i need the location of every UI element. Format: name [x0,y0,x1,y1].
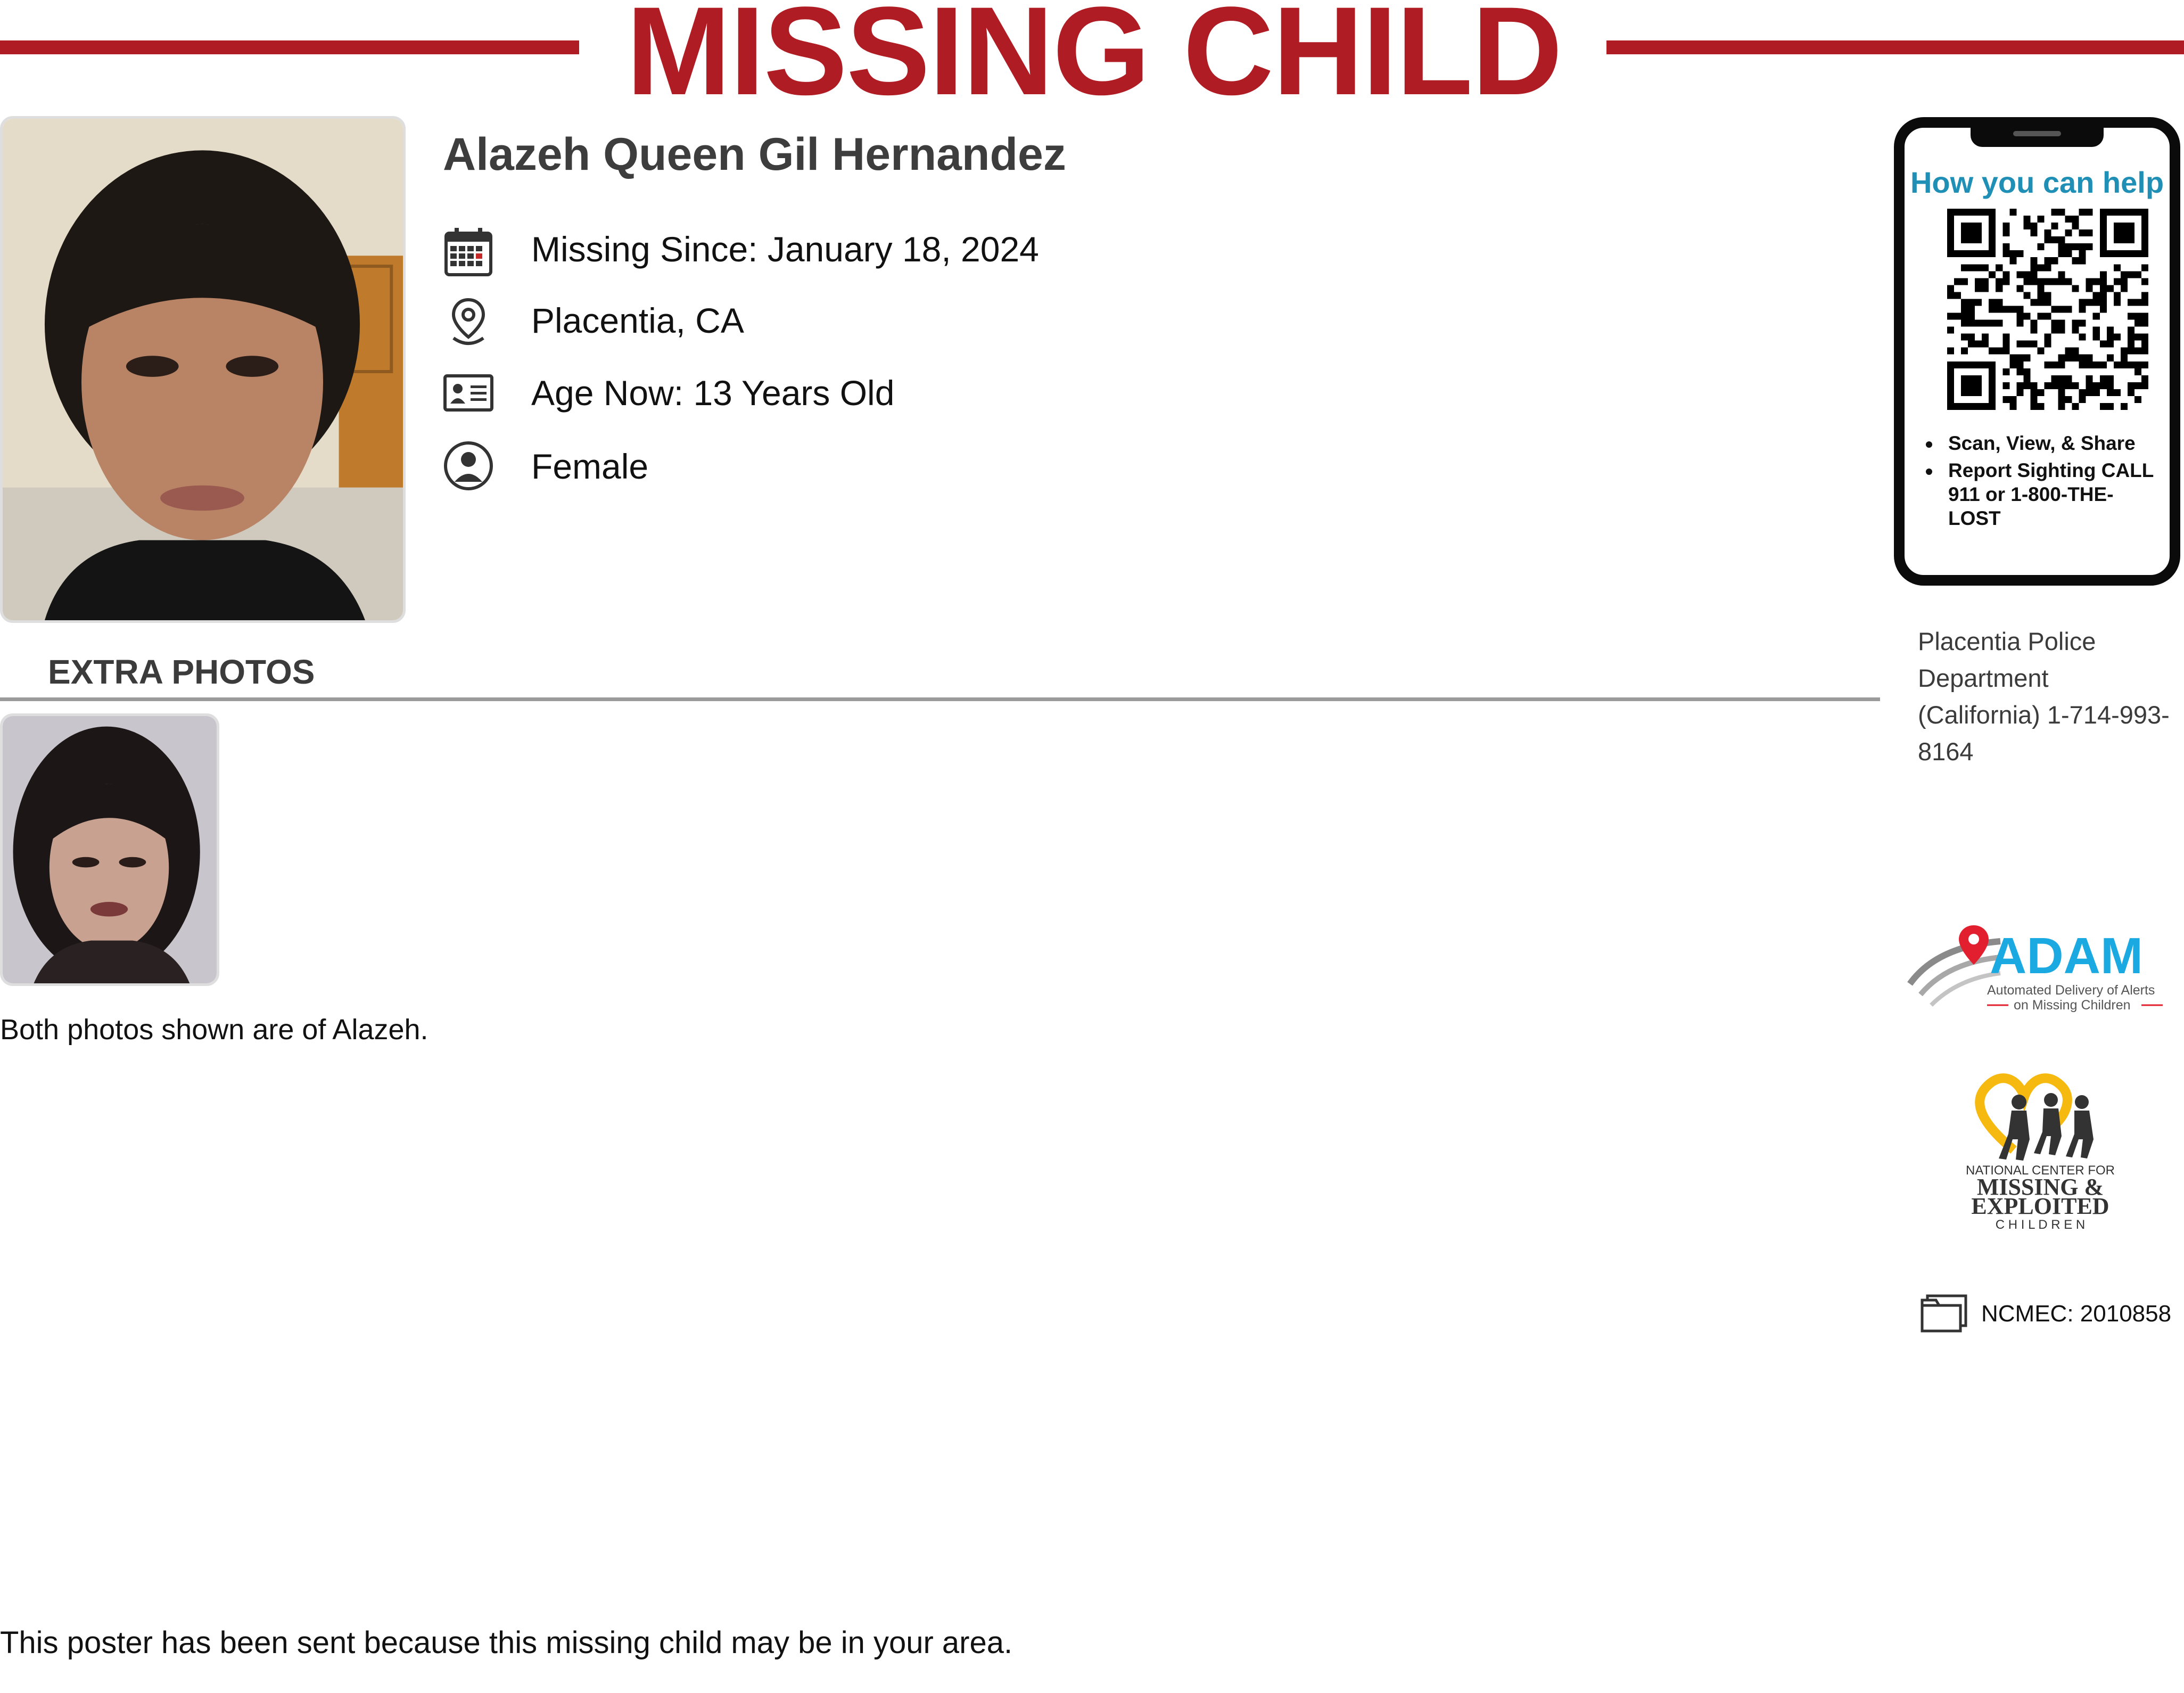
missing-since: Missing Since: January 18, 2024 [531,229,1039,269]
person-icon [442,439,495,492]
child-name: Alazeh Queen Gil Hernandez [443,129,1066,180]
svg-text:NATIONAL CENTER FOR: NATIONAL CENTER FOR [1965,1163,2115,1178]
ncmec-logo [1960,1065,2120,1235]
help-card-title: How you can help [1910,166,2164,199]
help-item-share: Scan, View, & Share [1948,431,2170,455]
section-divider [0,697,1880,701]
agency-contact: Placentia Police Department (California) 1-714-993-8164 [1918,627,2170,766]
id-card-icon [442,366,495,420]
main-photo [0,116,406,623]
phone-notch [1971,125,2104,147]
header-rule-left [0,40,579,54]
age-now: Age Now: 13 Years Old [531,373,895,413]
svg-text:ADAM: ADAM [1990,927,2143,984]
poster-title: MISSING CHILD [626,0,1562,121]
photos-caption: Both photos shown are of Alazeh. [0,1014,428,1046]
adam-logo [1905,920,2171,1016]
ncmec-case-number: NCMEC: 2010858 [1981,1301,2172,1327]
location-pin-icon [442,295,495,349]
svg-text:on Missing Children: on Missing Children [2014,998,2131,1013]
svg-text:Automated Delivery of Alerts: Automated Delivery of Alerts [1987,983,2155,998]
sex: Female [531,447,649,486]
footer-note: This poster has been sent because this missing child may be in your area. [0,1625,1013,1660]
qr-code[interactable] [1947,209,2148,410]
svg-text:C H I L D R E N: C H I L D R E N [1995,1218,2086,1232]
location: Placentia, CA [531,301,744,340]
case-file-icon [1919,1293,1970,1334]
svg-text:MISSING &: MISSING & [1976,1174,2104,1200]
help-card [1894,117,2180,586]
calendar-icon [442,225,495,278]
svg-text:EXPLOITED: EXPLOITED [1971,1193,2109,1219]
extra-photos-heading: EXTRA PHOTOS [48,653,315,691]
extra-photo [0,713,219,986]
help-list [1905,431,2170,530]
help-item-report: Report Sighting CALL 911 or 1-800-THE-LOST [1948,458,2170,530]
header-rule-right [1606,40,2184,54]
